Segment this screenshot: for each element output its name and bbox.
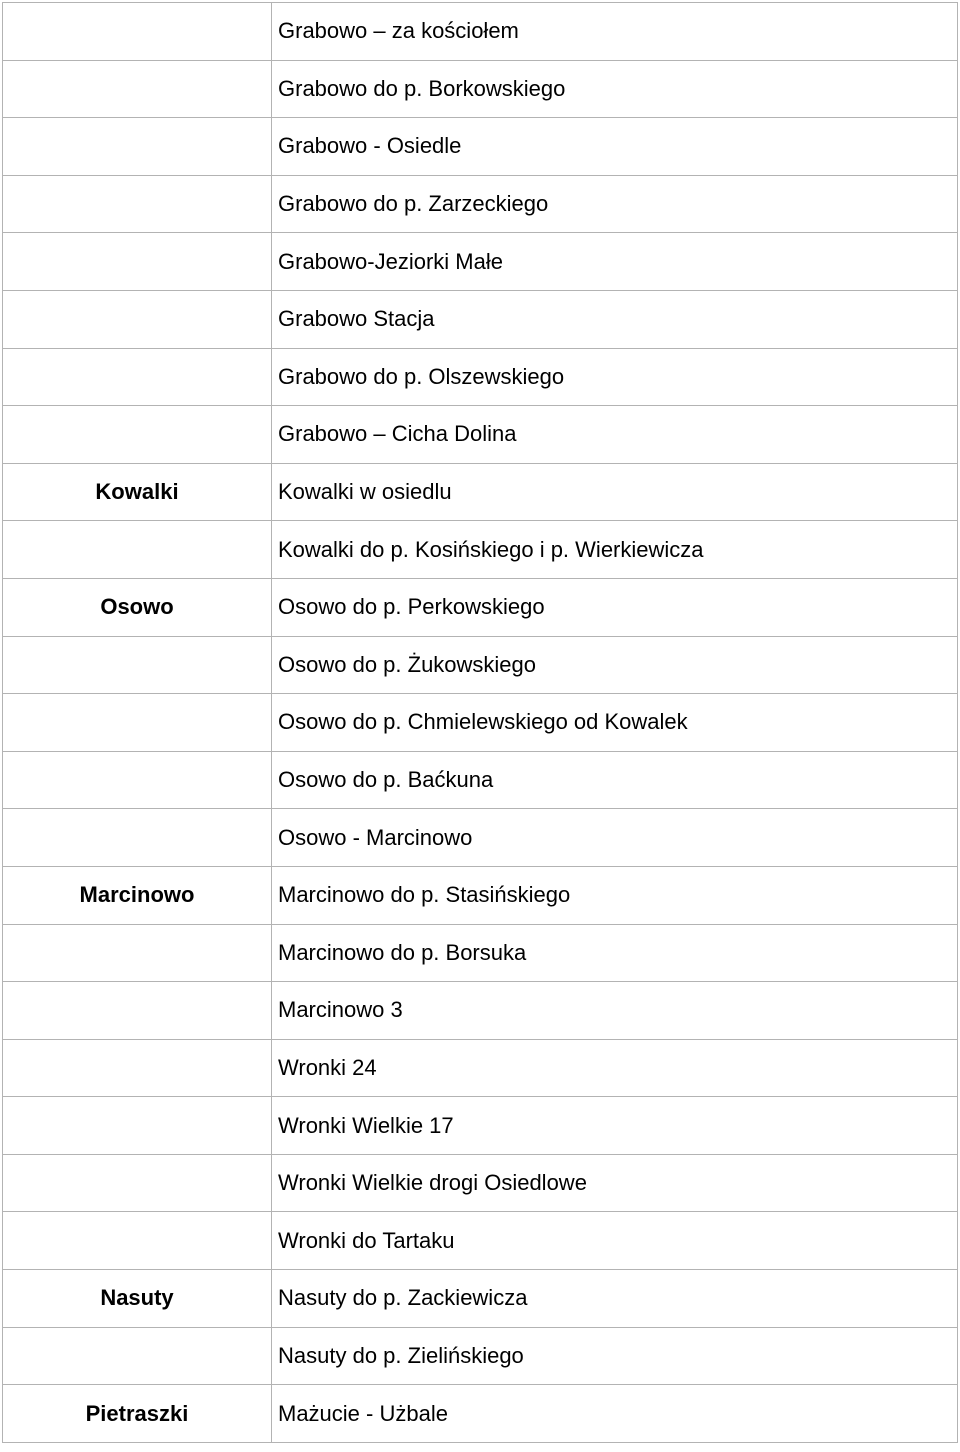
place-cell bbox=[3, 175, 272, 233]
place-cell bbox=[3, 1097, 272, 1155]
stop-cell: Grabowo do p. Zarzeckiego bbox=[272, 175, 958, 233]
table-row bbox=[3, 578, 958, 636]
place-cell bbox=[3, 636, 272, 694]
stop-cell: Wronki Wielkie drogi Osiedlowe bbox=[272, 1154, 958, 1212]
stops-table-body bbox=[3, 3, 958, 1443]
table-row bbox=[3, 233, 958, 291]
table-row bbox=[3, 290, 958, 348]
stop-cell: Osowo do p. Perkowskiego bbox=[272, 578, 958, 636]
table-row bbox=[3, 1154, 958, 1212]
stop-cell: Nasuty do p. Zielińskiego bbox=[272, 1327, 958, 1385]
place-cell bbox=[3, 1039, 272, 1097]
stop-cell: Grabowo - Osiedle bbox=[272, 118, 958, 176]
place-cell bbox=[3, 1154, 272, 1212]
place-cell: Osowo bbox=[3, 578, 272, 636]
place-cell bbox=[3, 751, 272, 809]
table-row bbox=[3, 3, 958, 61]
table-row bbox=[3, 924, 958, 982]
table-row bbox=[3, 348, 958, 406]
stop-cell: Kowalki w osiedlu bbox=[272, 463, 958, 521]
stop-cell: Wronki 24 bbox=[272, 1039, 958, 1097]
place-cell: Marcinowo bbox=[3, 866, 272, 924]
place-cell bbox=[3, 982, 272, 1040]
table-row bbox=[3, 982, 958, 1040]
stop-cell: Nasuty do p. Zackiewicza bbox=[272, 1270, 958, 1328]
stop-cell: Marcinowo do p. Borsuka bbox=[272, 924, 958, 982]
place-cell bbox=[3, 118, 272, 176]
place-cell bbox=[3, 233, 272, 291]
place-cell bbox=[3, 1212, 272, 1270]
table-row bbox=[3, 866, 958, 924]
place-cell bbox=[3, 924, 272, 982]
stop-cell: Osowo - Marcinowo bbox=[272, 809, 958, 867]
place-cell bbox=[3, 3, 272, 61]
table-row bbox=[3, 118, 958, 176]
table-row bbox=[3, 751, 958, 809]
stop-cell: Grabowo do p. Borkowskiego bbox=[272, 60, 958, 118]
place-cell bbox=[3, 406, 272, 464]
table-row bbox=[3, 1385, 958, 1443]
stop-cell: Kowalki do p. Kosińskiego i p. Wierkiewicza bbox=[272, 521, 958, 579]
table-row bbox=[3, 694, 958, 752]
stop-cell: Grabowo – za kościołem bbox=[272, 3, 958, 61]
table-row bbox=[3, 60, 958, 118]
place-cell bbox=[3, 521, 272, 579]
place-cell bbox=[3, 694, 272, 752]
table-row bbox=[3, 809, 958, 867]
stop-cell: Grabowo do p. Olszewskiego bbox=[272, 348, 958, 406]
table-row bbox=[3, 406, 958, 464]
stops-table bbox=[2, 2, 958, 1443]
stop-cell: Wronki Wielkie 17 bbox=[272, 1097, 958, 1155]
place-cell bbox=[3, 290, 272, 348]
place-cell bbox=[3, 1327, 272, 1385]
stop-cell: Grabowo-Jeziorki Małe bbox=[272, 233, 958, 291]
stop-cell: Marcinowo 3 bbox=[272, 982, 958, 1040]
table-row bbox=[3, 636, 958, 694]
stop-cell: Osowo do p. Baćkuna bbox=[272, 751, 958, 809]
place-cell bbox=[3, 809, 272, 867]
place-cell bbox=[3, 348, 272, 406]
table-row bbox=[3, 463, 958, 521]
table-row bbox=[3, 521, 958, 579]
stop-cell: Mażucie - Użbale bbox=[272, 1385, 958, 1443]
stop-cell: Grabowo Stacja bbox=[272, 290, 958, 348]
stop-cell: Grabowo – Cicha Dolina bbox=[272, 406, 958, 464]
place-cell: Kowalki bbox=[3, 463, 272, 521]
place-cell bbox=[3, 60, 272, 118]
table-row bbox=[3, 175, 958, 233]
stop-cell: Osowo do p. Chmielewskiego od Kowalek bbox=[272, 694, 958, 752]
stop-cell: Marcinowo do p. Stasińskiego bbox=[272, 866, 958, 924]
stop-cell: Wronki do Tartaku bbox=[272, 1212, 958, 1270]
stop-cell: Osowo do p. Żukowskiego bbox=[272, 636, 958, 694]
place-cell: Pietraszki bbox=[3, 1385, 272, 1443]
table-row bbox=[3, 1097, 958, 1155]
place-cell: Nasuty bbox=[3, 1270, 272, 1328]
table-row bbox=[3, 1327, 958, 1385]
table-row bbox=[3, 1212, 958, 1270]
table-row bbox=[3, 1039, 958, 1097]
table-row bbox=[3, 1270, 958, 1328]
